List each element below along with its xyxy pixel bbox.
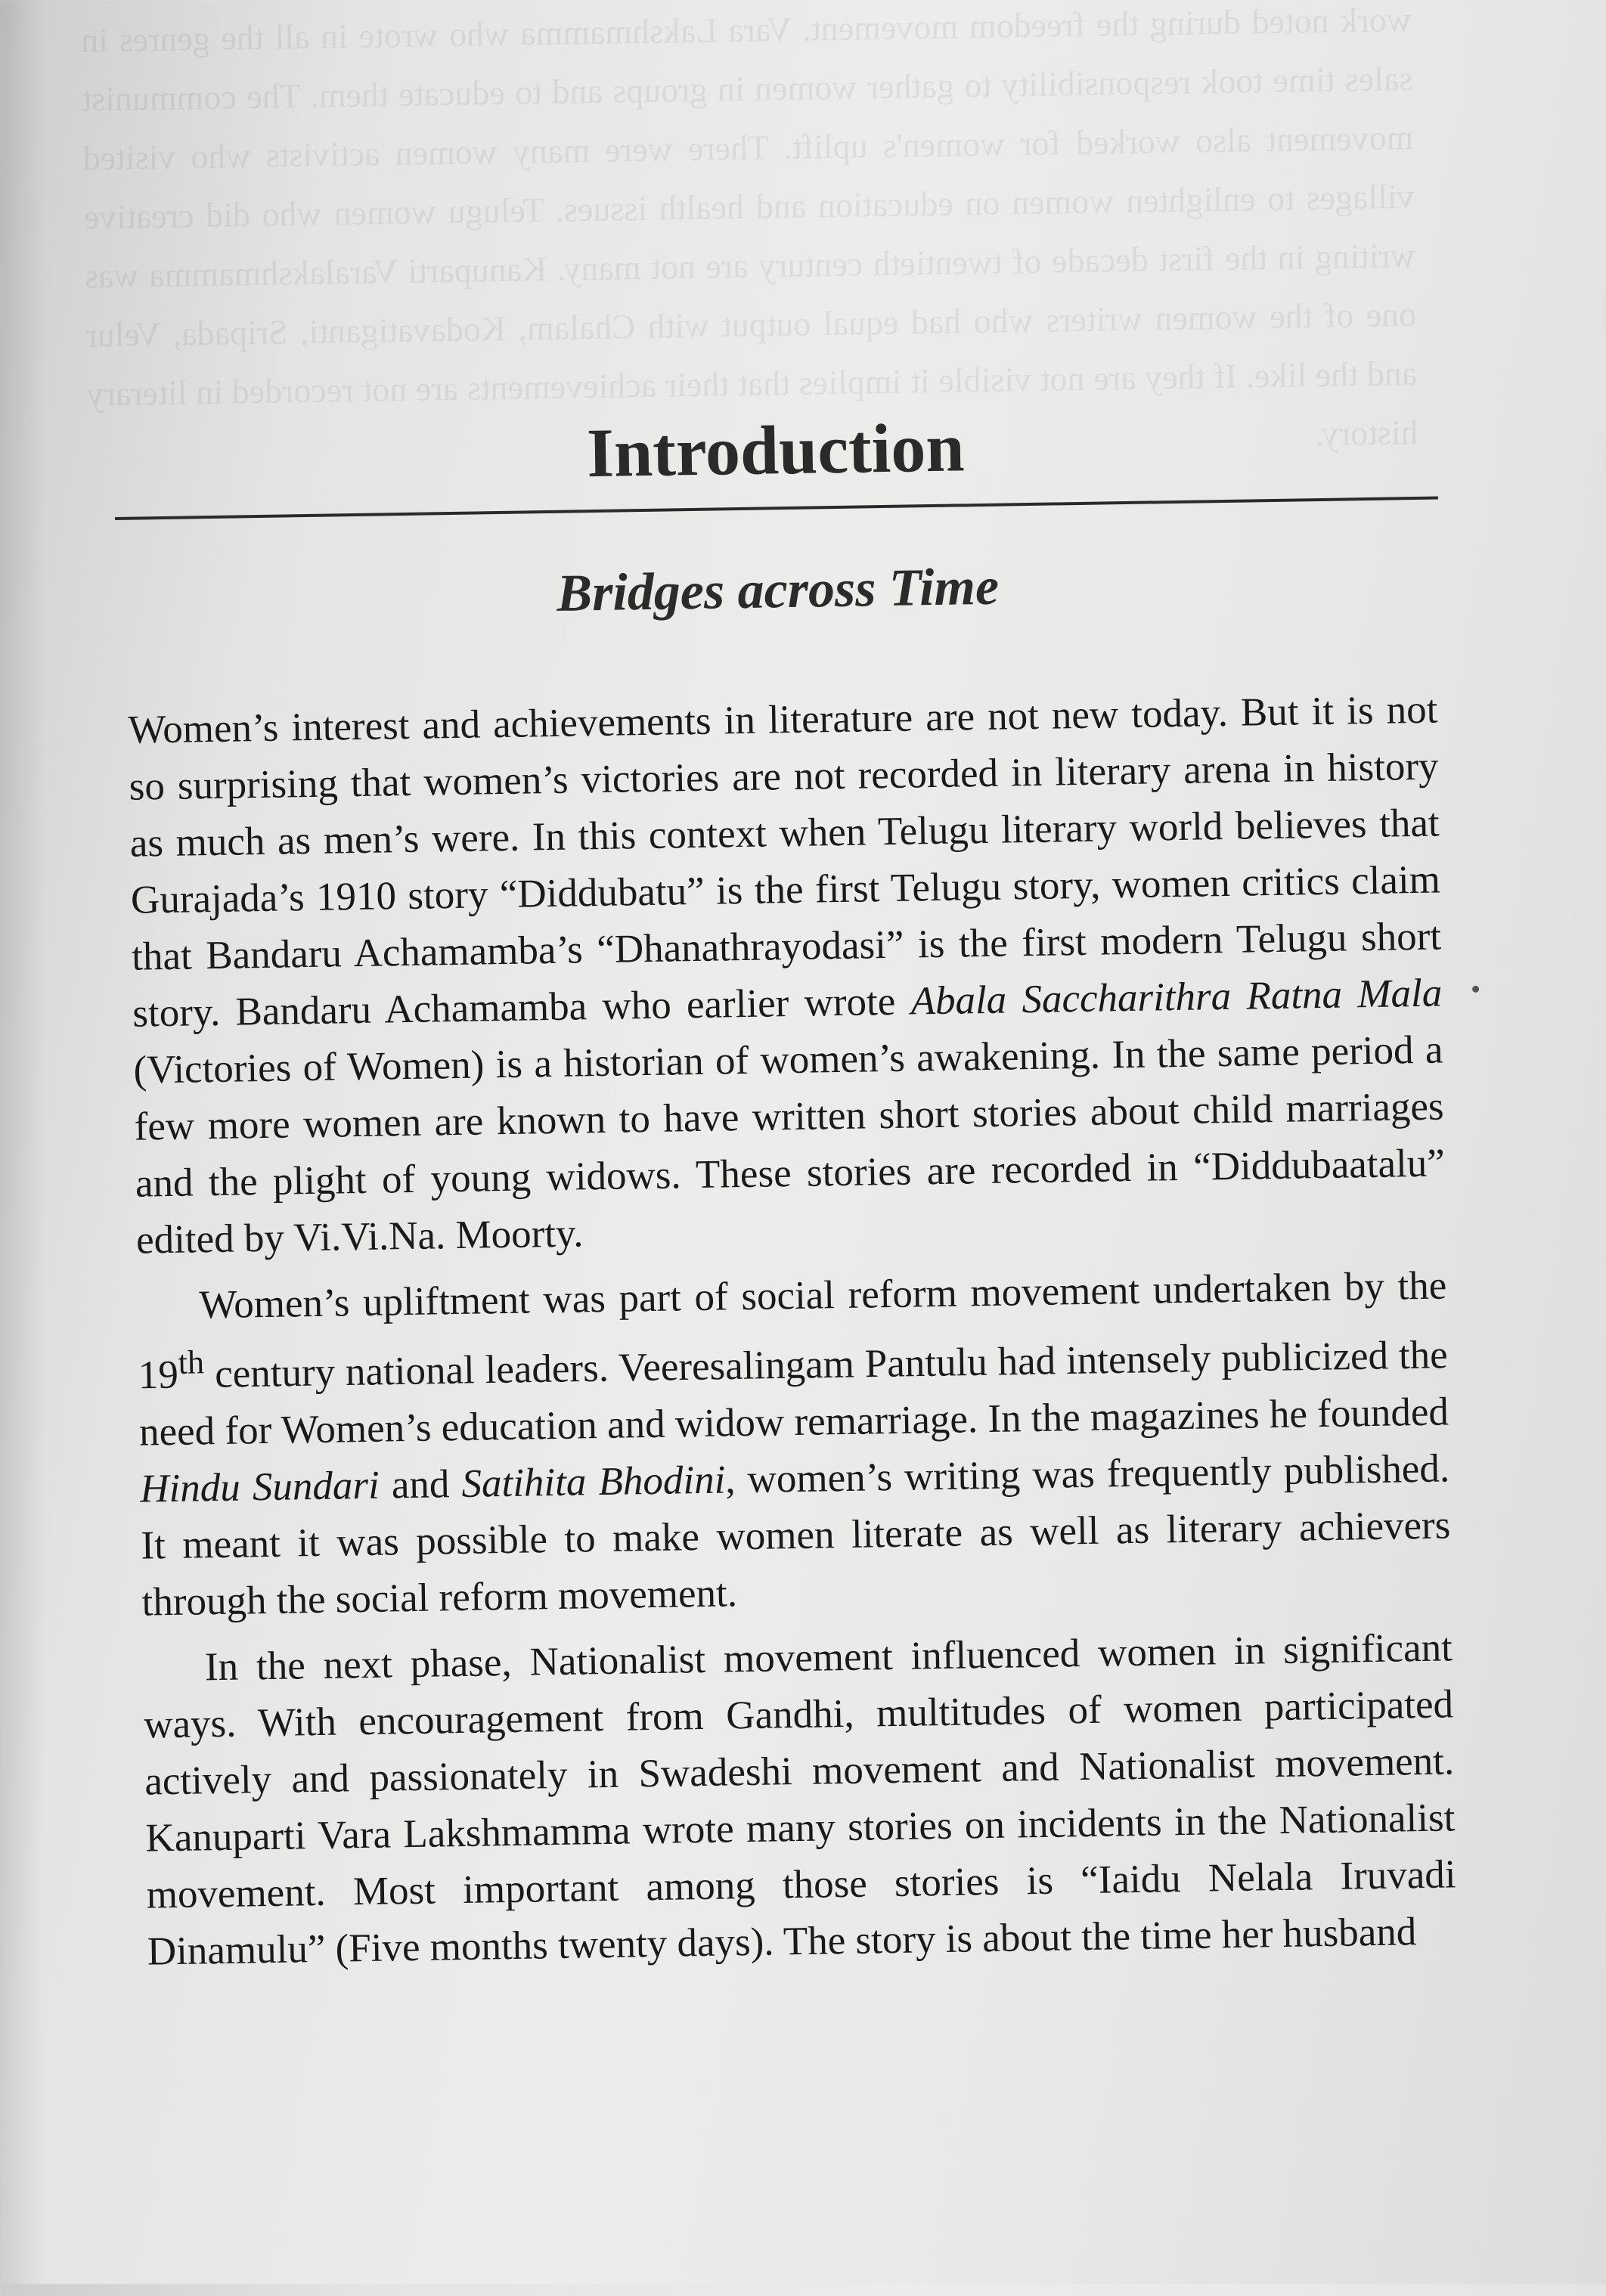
paragraph-1: [128, 682, 1446, 1269]
paragraph-2-superscript: th: [178, 1343, 205, 1381]
paragraph-2-text-b: century national leaders. Veeresalingam Pantulu had intensely publicized the need for Women’s education and widow remarriage. In the magazines he founded: [138, 1333, 1449, 1455]
paragraph-2-magazine-1: Hindu Sundari: [139, 1463, 380, 1511]
chapter-title: Introduction: [586, 408, 966, 492]
paragraph-3-text: In the next phase, Nationalist movement influenced women in significant ways. With encouragement from Gandhi, multitudes of women participated actively and passionately in Swadeshi movement and Nationalist movement. Kanuparti Vara Lakshmamma wrote many stories on incidents in the Nationalist movement. Most important among those stories is “Iaidu Nelala Iruvadi Dinamulu” (Five months twenty days). The story is about the time her husband: [143, 1625, 1456, 1974]
paragraph-1-book-title: Abala Saccharithra Ratna Mala: [910, 971, 1443, 1024]
stray-ink-dot: [1472, 986, 1479, 993]
paragraph-2-text-d: , women’s writing was frequently published. It meant it was possible to make women literate as well as literary achievers through the social reform movement.: [140, 1446, 1451, 1625]
chapter-heading: [113, 398, 1440, 635]
paragraph-3: [142, 1619, 1457, 1980]
paragraph-2-text-c: and: [379, 1461, 462, 1507]
paragraph-1-text-b: (Victories of Women) is a historian of women’s awakening. In the same period a few more women are known to have written short stories about child marriages and the plight of young widows. These stories are recorded in “Diddubaatalu” edited by Vi.Vi.Na. Moorty.: [133, 1027, 1446, 1263]
bleed-through-text: work noted during the freedom movement. Vara Lakshmamma who wrote in all the genres in sales time took responsibility to gather women in groups and to educate them. The communist movement also worked for women's uplift. There were many women activists who visited villages to enlighten women on education and health issues. Telugu women who did creative writing in the first decade of twentieth century are not many. Kanuparti Varalakshmamma was one of the women writers who had equal output with Chalam, Kodavatiganti, Sripada, Velur and the like. If they are not visible it implies that their achievements are not recorded in literary history.: [80, 0, 1418, 454]
paragraph-2-magazine-2: Satihita Bhodini: [461, 1458, 726, 1506]
page-edge-shadow: [0, 0, 45, 2284]
body-text: [128, 682, 1458, 1990]
chapter-subtitle: Bridges across Time: [556, 557, 1000, 623]
paragraph-2-text-a: Women’s upliftment was part of social reform movement undertaken by the 19: [138, 1263, 1447, 1398]
paragraph-1-text-a: Women’s interest and achievements in literature are not new today. But it is not so surprising that women’s victories are not recorded in literary arena in history as much as men’s were. In this context when Telugu literary world believes that Gurajada’s 1910 story “Diddubatu” is the first Telugu story, women critics claim that Bandaru Achamamba’s “Dhanathrayodasi” is the first modern Telugu short story. Bandaru Achamamba who earlier wrote: [128, 687, 1442, 1036]
paragraph-2: [137, 1257, 1452, 1631]
title-underline-rule: [115, 497, 1438, 520]
